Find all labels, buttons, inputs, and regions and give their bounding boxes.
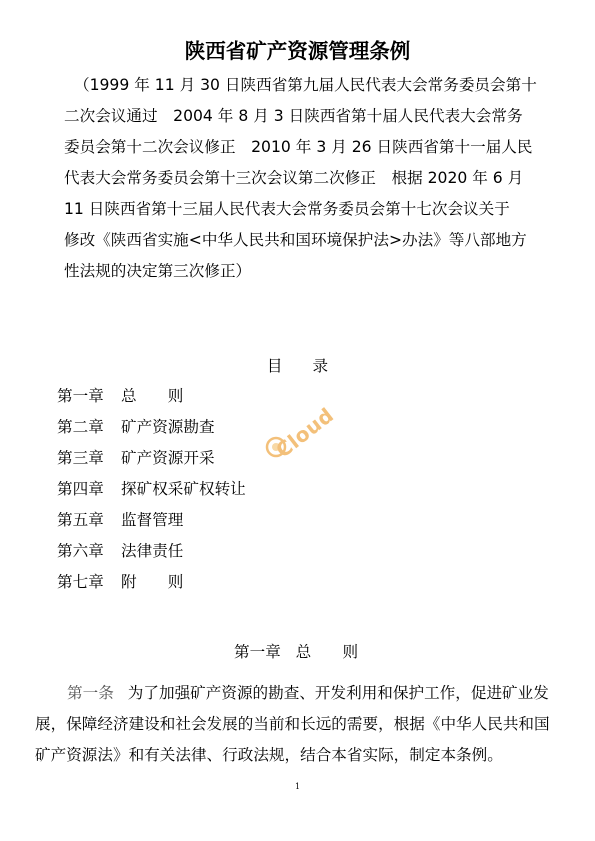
toc-heading-right: 录 [312,357,329,375]
preamble-line: 11 日陕西省第十三届人民代表大会常务委员会第十七次会议关于 [64,200,510,218]
preamble-line: （1999 年 11 月 30 日陕西省第九届人民代表大会常务委员会第十 [74,76,537,94]
toc-item-title: 监督管理 [121,511,184,529]
toc-item[interactable] [57,443,246,474]
toc-item[interactable] [57,412,246,443]
toc-item-number: 第六章 [57,542,104,560]
toc-item-number: 第二章 [57,418,104,436]
preamble-line: 修改《陕西省实施<中华人民共和国环境保护法>办法》等八部地方 [64,231,527,249]
toc-item[interactable] [57,567,246,598]
article-line: 展，保障经济建设和社会发展的当前和长远的需要，根据《中华人民共和国 [35,715,550,733]
article-line [67,678,559,709]
article-line: 矿产资源法》和有关法律、行政法规，结合本省实际，制定本条例。 [35,746,503,764]
toc-item-title: 矿产资源开采 [121,449,215,467]
preamble-line: 代表大会常务委员会第十三次会议第二次修正 根据 2020 年 6 月 [64,169,524,187]
article-text: 为了加强矿产资源的勘查、开发利用和保护工作，促进矿业发 [127,684,549,702]
toc-item-title: 附 则 [121,573,184,591]
toc-item-title: 法律责任 [121,542,184,560]
toc-item-number: 第四章 [57,480,104,498]
toc-item[interactable] [57,381,246,412]
watermark-text: Cloud [271,402,339,463]
toc-item-title: 矿产资源勘查 [121,418,215,436]
article-1 [35,678,559,771]
toc-item-number: 第七章 [57,573,104,591]
cloud-watermark-logo [262,385,348,465]
preamble [64,70,550,287]
table-of-contents [57,381,246,598]
toc-heading [0,354,595,378]
toc-item-title: 总 则 [121,387,184,405]
page-title: 陕西省矿产资源管理条例 [184,39,411,63]
toc-item-number: 第一章 [57,387,104,405]
preamble-line: 性法规的决定第三次修正） [64,262,252,280]
chapter-heading [234,640,358,664]
toc-item[interactable] [57,536,246,567]
preamble-line: 二次会议通过 2004 年 8 月 3 日陕西省第十届人民代表大会常务 [64,107,523,125]
toc-item[interactable] [57,505,246,536]
toc-item-number: 第五章 [57,511,104,529]
toc-item-number: 第三章 [57,449,104,467]
preamble-line: 委员会第十二次会议修正 2010 年 3 月 26 日陕西省第十一届人民 [64,138,533,156]
page-number: 1 [294,782,301,791]
toc-item[interactable] [57,474,246,505]
toc-heading-left: 目 [266,357,283,375]
chapter-number: 第一章 [234,643,281,661]
chapter-title: 总 则 [295,643,359,661]
article-number: 第一条 [67,684,114,702]
toc-item-title: 探矿权采矿权转让 [121,480,246,498]
